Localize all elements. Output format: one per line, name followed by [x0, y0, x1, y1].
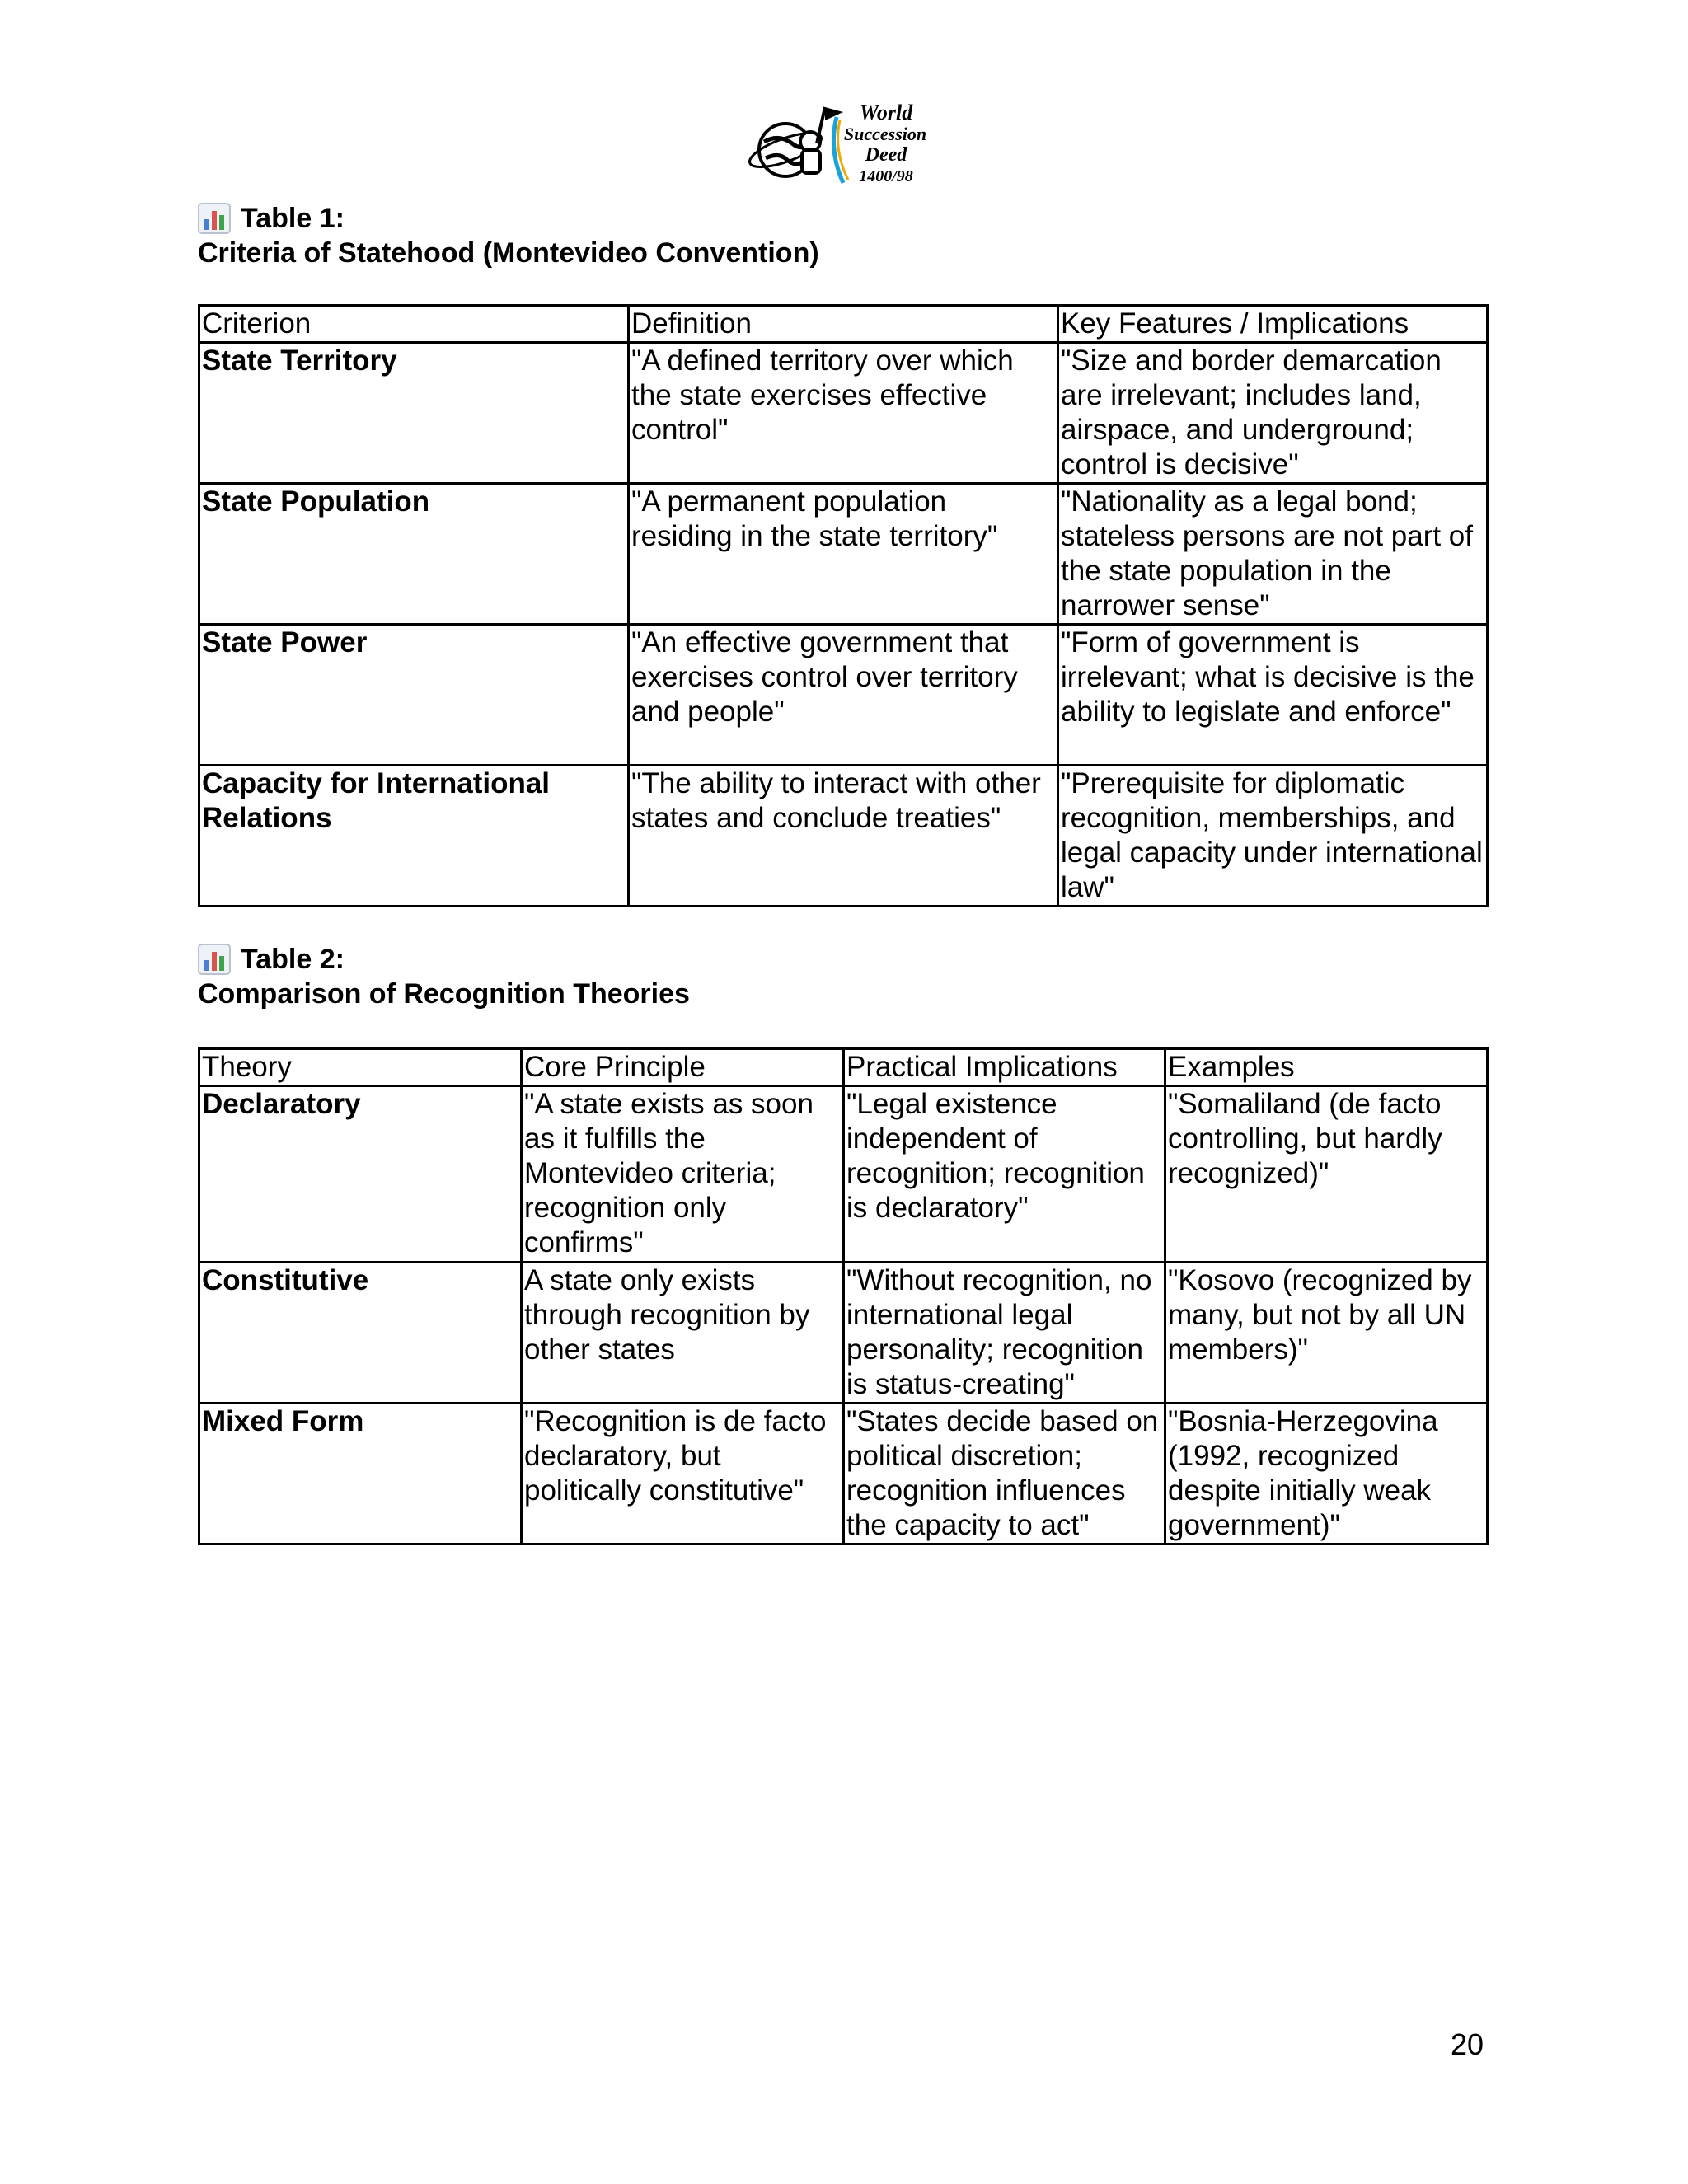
practical-implications-cell: "Legal existence independent of recognition; recognition is declaratory" [844, 1086, 1165, 1263]
table2-title: Comparison of Recognition Theories [198, 978, 690, 1010]
table-row [199, 625, 1488, 766]
criterion-cell: Capacity for International Relations [199, 766, 629, 907]
examples-cell: "Bosnia-Herzegovina (1992, recognized despite initially weak government)" [1165, 1404, 1488, 1544]
world-succession-deed-logo [746, 101, 935, 191]
table-row [199, 1086, 1488, 1263]
examples-cell: "Somaliland (de facto controlling, but hardly recognized)" [1165, 1086, 1488, 1263]
table-row [199, 766, 1488, 907]
core-principle-cell: A state only exists through recognition by other states [522, 1263, 844, 1404]
definition-cell: "A defined territory over which the state exercises effective control" [629, 343, 1058, 484]
core-principle-cell: "A state exists as soon as it fulfills the Montevideo criteria; recognition only confirms" [522, 1086, 844, 1263]
column-header: Core Principle [522, 1049, 844, 1086]
theory-cell: Mixed Form [199, 1404, 522, 1544]
logo-text-year: 1400/98 [859, 167, 913, 185]
criterion-cell: State Power [199, 625, 629, 766]
definition-cell: "An effective government that exercises control over territory and people" [629, 625, 1058, 766]
definition-cell: "The ability to interact with other states and conclude treaties" [629, 766, 1058, 907]
column-header: Key Features / Implications [1058, 306, 1488, 343]
core-principle-cell: "Recognition is de facto declaratory, but politically constitutive" [522, 1404, 844, 1544]
table-row [199, 1263, 1488, 1404]
table1-title: Criteria of Statehood (Montevideo Convention) [198, 237, 819, 269]
statehood-criteria-table [198, 304, 1489, 907]
table-header-row [199, 1049, 1488, 1086]
column-header: Practical Implications [844, 1049, 1165, 1086]
logo-text-succession: Succession [843, 124, 927, 144]
column-header: Criterion [199, 306, 629, 343]
practical-implications-cell: "States decide based on political discretion; recognition influences the capacity to act" [844, 1404, 1165, 1544]
table-header-row [199, 306, 1488, 343]
bar-chart-icon [198, 944, 231, 975]
table-row [199, 484, 1488, 625]
theory-cell: Constitutive [199, 1263, 522, 1404]
table1-label: Table 1: [241, 203, 345, 234]
logo-text-world: World [859, 101, 913, 124]
criterion-cell: State Population [199, 484, 629, 625]
key-features-cell: "Prerequisite for diplomatic recognition, memberships, and legal capacity under international law" [1058, 766, 1488, 907]
practical-implications-cell: "Without recognition, no international legal personality; recognition is status-creating" [844, 1263, 1165, 1404]
bar-chart-icon [198, 203, 231, 234]
recognition-theories-table [198, 1047, 1489, 1545]
definition-cell: "A permanent population residing in the state territory" [629, 484, 1058, 625]
examples-cell: "Kosovo (recognized by many, but not by all UN members)" [1165, 1263, 1488, 1404]
key-features-cell: "Form of government is irrelevant; what is decisive is the ability to legislate and enforce" [1058, 625, 1488, 766]
theory-cell: Declaratory [199, 1086, 522, 1263]
criterion-cell: State Territory [199, 343, 629, 484]
table2-heading [198, 942, 690, 1011]
column-header: Examples [1165, 1049, 1488, 1086]
table-row [199, 1404, 1488, 1544]
column-header: Theory [199, 1049, 522, 1086]
key-features-cell: "Size and border demarcation are irrelevant; includes land, airspace, and underground; control is decisive" [1058, 343, 1488, 484]
table2-label: Table 2: [241, 944, 345, 975]
key-features-cell: "Nationality as a legal bond; stateless persons are not part of the state population in the narrower sense" [1058, 484, 1488, 625]
column-header: Definition [629, 306, 1058, 343]
table-row [199, 343, 1488, 484]
logo-text-deed: Deed [865, 144, 907, 166]
page-number: 20 [1450, 2027, 1484, 2061]
table1-heading [198, 201, 819, 270]
